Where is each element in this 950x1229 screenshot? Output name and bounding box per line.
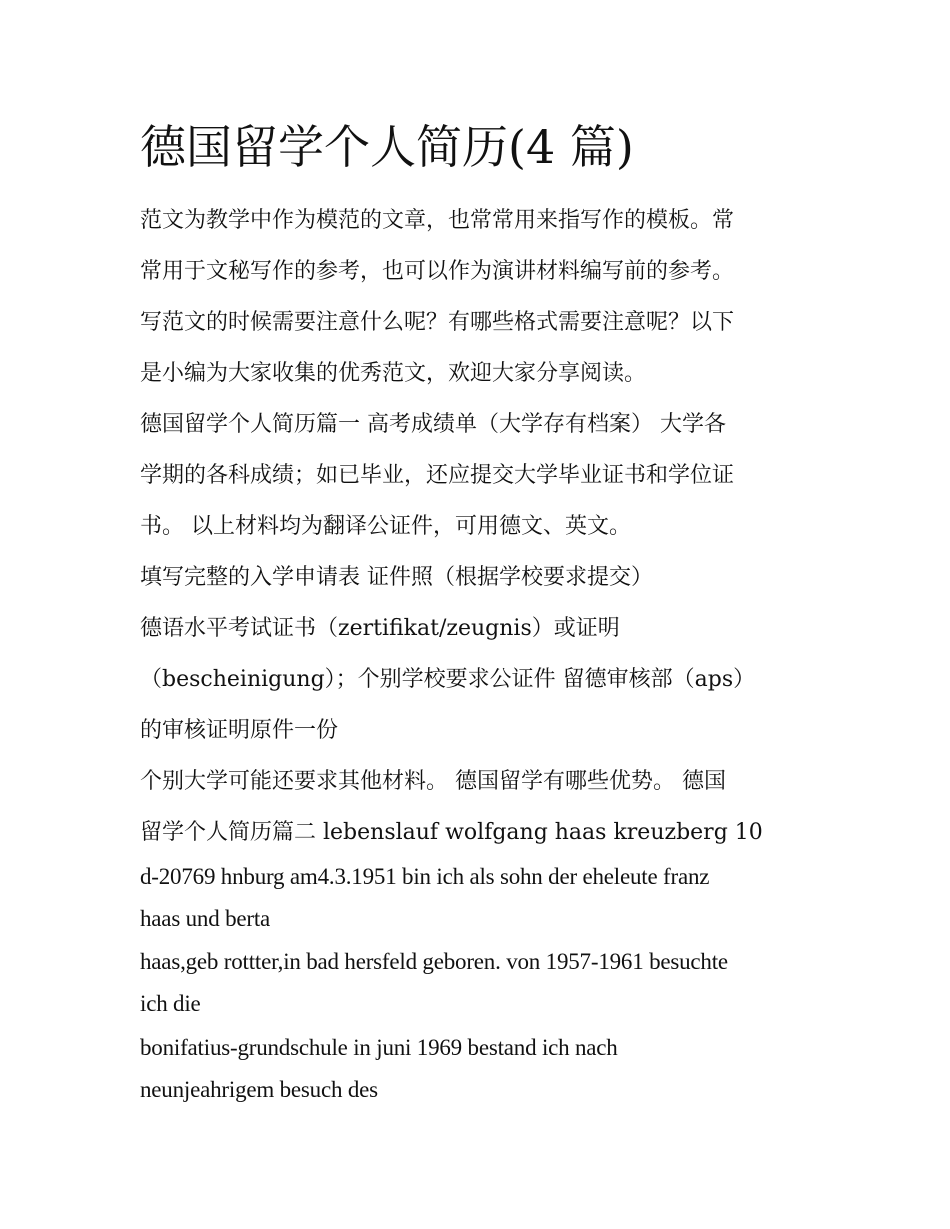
body-line-11: 的审核证明原件一份 [140, 718, 339, 743]
body-line-14: d-20769 hnburg am4.3.1951 bin ich als sohn der eheleute franz [140, 864, 710, 889]
body-line-16: haas,geb rottter,in bad hersfeld geboren. von 1957-1961 besuchte [140, 949, 728, 974]
body-line-12: 个别大学可能还要求其他材料。 德国留学有哪些优势。 德国 [140, 769, 726, 794]
body-line-7: 书。 以上材料均为翻译公证件，可用德文、英文。 [140, 514, 631, 539]
body-line-15: haas und berta [140, 906, 271, 931]
body-line-6: 学期的各科成绩；如已毕业，还应提交大学毕业证书和学位证 [140, 463, 735, 488]
body-line-18: bonifatius-grundschule in juni 1969 bestand ich nach [140, 1035, 618, 1060]
body-line-3: 写范文的时候需要注意什么呢？有哪些格式需要注意呢？以下 [140, 310, 735, 335]
body-line-4: 是小编为大家收集的优秀范文，欢迎大家分享阅读。 [140, 361, 647, 386]
body-line-19: neunjeahrigem besuch des [140, 1077, 378, 1102]
body-line-8: 填写完整的入学申请表 证件照（根据学校要求提交） [140, 565, 653, 590]
body-line-5: 德国留学个人简历篇一 高考成绩单（大学存有档案） 大学各 [140, 412, 726, 437]
body-line-9: 德语水平考试证书（zertifikat/zeugnis）或证明 [140, 616, 620, 641]
body-line-13: 留学个人简历篇二 lebenslauf wolfgang haas kreuzberg 10 [140, 820, 763, 845]
body-line-1: 范文为教学中作为模范的文章，也常常用来指写作的模板。常 [140, 208, 735, 233]
document-title: 德国留学个人简历(4 篇) [140, 120, 634, 174]
body-line-2: 常用于文秘写作的参考，也可以作为演讲材料编写前的参考。 [140, 259, 735, 284]
body-line-17: ich die [140, 991, 201, 1016]
body-line-10: （bescheinigung）；个别学校要求公证件 留德审核部（aps） [140, 667, 756, 692]
